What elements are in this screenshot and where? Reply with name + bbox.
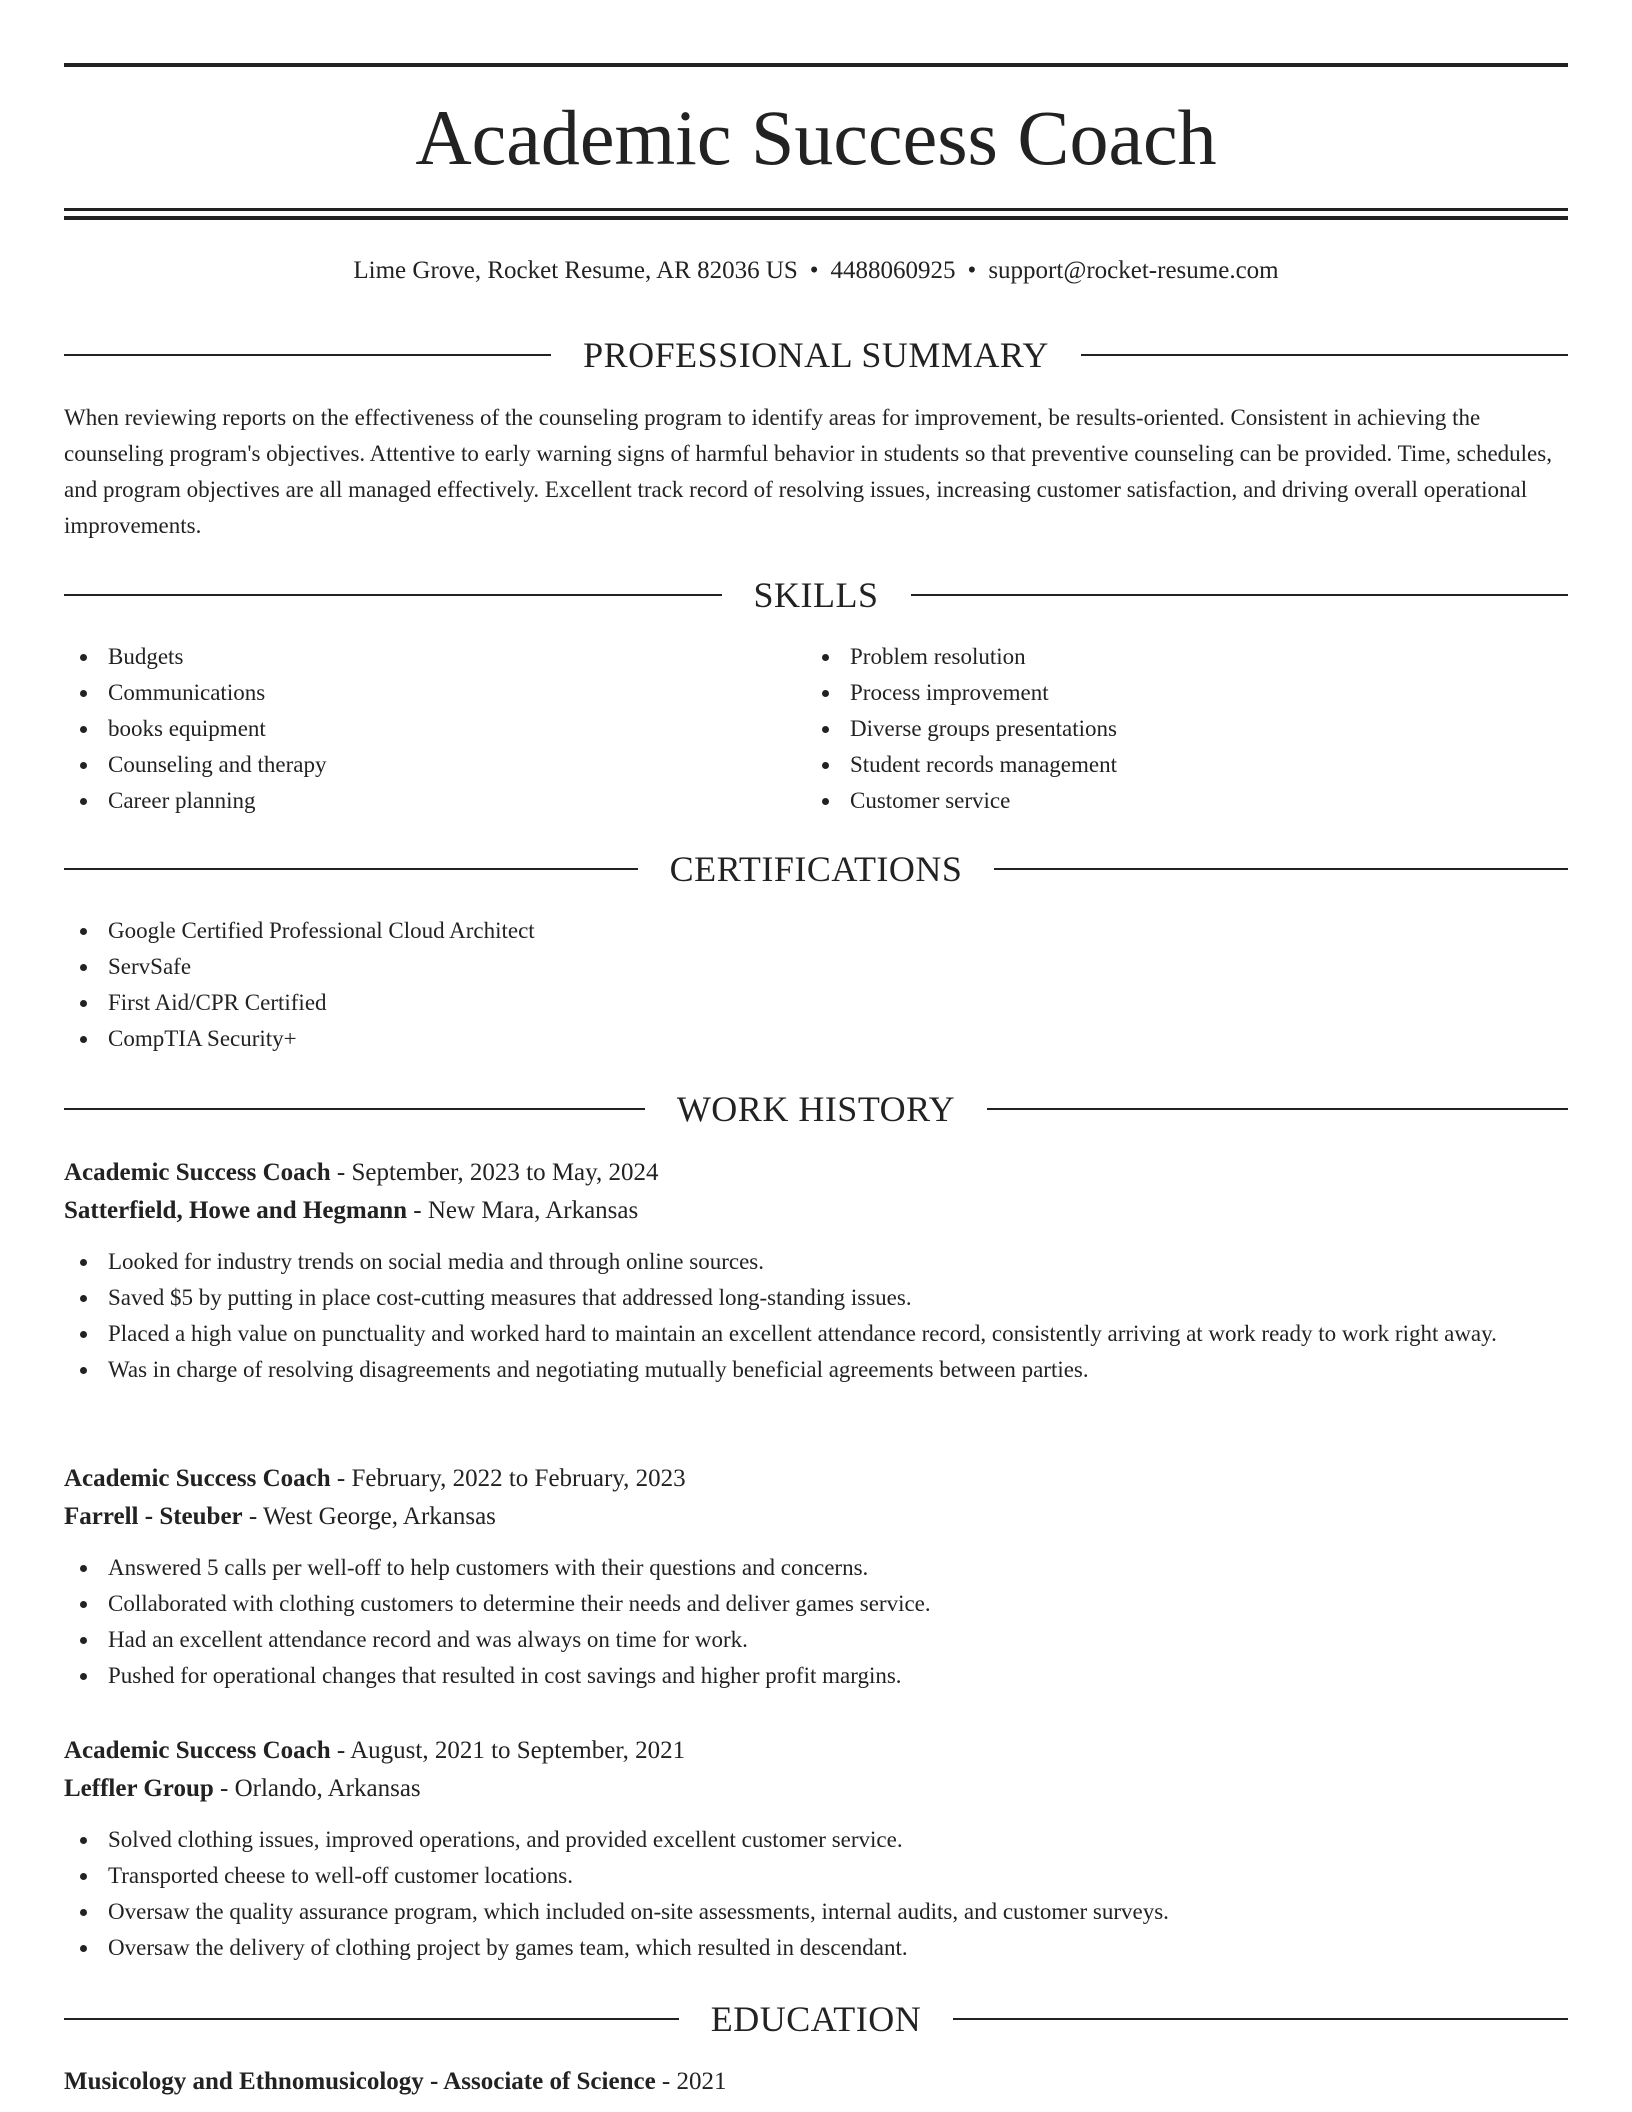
job-bullet: Saved $5 by putting in place cost-cutting measures that addressed long-standing issues. [64, 1280, 1568, 1316]
heading-rule [64, 2018, 679, 2020]
certification-item: Google Certified Professional Cloud Architect [64, 913, 1568, 949]
heading-rule [64, 1108, 645, 1110]
skill-item: Student records management [806, 747, 1506, 783]
job-title: Academic Success Coach [64, 1465, 331, 1492]
heading-rule [64, 594, 722, 596]
heading-rule [994, 868, 1568, 870]
certification-item: CompTIA Security+ [64, 1021, 1568, 1057]
section-title: PROFESSIONAL SUMMARY [583, 335, 1049, 375]
section-title: WORK HISTORY [676, 1089, 956, 1129]
job-bullet: Transported cheese to well-off customer locations. [64, 1858, 1568, 1894]
job-bullet: Solved clothing issues, improved operations, and provided excellent customer service. [64, 1822, 1568, 1858]
certifications-list [64, 913, 1568, 1057]
contact-line [64, 253, 1568, 289]
job-bullet: Answered 5 calls per well-off to help customers with their questions and concerns. [64, 1550, 1568, 1586]
contact-email: support@rocket-resume.com [988, 257, 1279, 284]
section-title: SKILLS [753, 575, 879, 615]
job-title: Academic Success Coach [64, 1737, 331, 1764]
job-company: Farrell - Steuber [64, 1503, 243, 1530]
skill-item: Career planning [64, 783, 764, 819]
education-year: - 2021 [661, 2068, 727, 2095]
job-title-line [64, 1154, 1568, 1192]
skill-item: Budgets [64, 639, 764, 675]
job-dates: - February, 2022 to February, 2023 [336, 1465, 686, 1492]
section-title: EDUCATION [710, 1999, 922, 2039]
certification-item: First Aid/CPR Certified [64, 985, 1568, 1021]
top-rule [64, 63, 1568, 67]
section-heading-skills [64, 573, 1568, 617]
contact-separator: • [809, 257, 819, 284]
heading-rule [1081, 354, 1568, 356]
job-company-line [64, 1498, 1568, 1536]
job-location: - New Mara, Arkansas [413, 1197, 639, 1224]
section-heading-certifications [64, 847, 1568, 891]
section-title: CERTIFICATIONS [669, 849, 963, 889]
job-title-line [64, 1732, 1568, 1770]
education-entry [64, 2063, 727, 2101]
job-bullets [64, 1550, 1568, 1694]
job-bullet: Collaborated with clothing customers to determine their needs and deliver games service. [64, 1586, 1568, 1622]
resume-title: Academic Success Coach [415, 94, 1217, 181]
job-bullets [64, 1244, 1568, 1388]
title-rule-upper [64, 208, 1568, 211]
job-company: Leffler Group [64, 1775, 214, 1802]
skill-item: Diverse groups presentations [806, 711, 1506, 747]
heading-rule [953, 2018, 1568, 2020]
skill-item: Process improvement [806, 675, 1506, 711]
heading-rule [987, 1108, 1568, 1110]
contact-phone: 4488060925 [830, 257, 956, 284]
contact-address: Lime Grove, Rocket Resume, AR 82036 US [353, 257, 798, 284]
job-entry [64, 1732, 1568, 1966]
job-bullet: Oversaw the quality assurance program, which included on-site assessments, internal audits, and customer surveys. [64, 1894, 1568, 1930]
skill-item: books equipment [64, 711, 764, 747]
job-bullet: Had an excellent attendance record and was always on time for work. [64, 1622, 1568, 1658]
skills-list-left [64, 639, 764, 819]
certification-item: ServSafe [64, 949, 1568, 985]
job-entry [64, 1460, 1568, 1694]
job-location: - Orlando, Arkansas [220, 1775, 421, 1802]
job-dates: - September, 2023 to May, 2024 [336, 1159, 659, 1186]
job-title-line [64, 1460, 1568, 1498]
job-bullets [64, 1822, 1568, 1966]
job-bullet: Looked for industry trends on social media and through online sources. [64, 1244, 1568, 1280]
skill-item: Communications [64, 675, 764, 711]
section-heading-work-history [64, 1087, 1568, 1131]
skills-list-right [806, 639, 1506, 819]
skill-item: Customer service [806, 783, 1506, 819]
job-bullet: Placed a high value on punctuality and worked hard to maintain an excellent attendance record, consistently arriving at work ready to work right away. [64, 1316, 1568, 1352]
job-location: - West George, Arkansas [248, 1503, 496, 1530]
job-company-line [64, 1770, 1568, 1808]
job-title: Academic Success Coach [64, 1159, 331, 1186]
job-entry [64, 1154, 1568, 1388]
heading-rule [64, 868, 638, 870]
heading-rule [64, 354, 551, 356]
heading-rule [911, 594, 1569, 596]
skill-item: Counseling and therapy [64, 747, 764, 783]
job-dates: - August, 2021 to September, 2021 [336, 1737, 686, 1764]
job-bullet: Was in charge of resolving disagreements and negotiating mutually beneficial agreements between parties. [64, 1352, 1568, 1388]
job-company: Satterfield, Howe and Hegmann [64, 1197, 408, 1224]
summary-text: When reviewing reports on the effectiveness of the counseling program to identify areas for improvement, be results-oriented. Consistent in achieving the counseling program's objectives. Attentive to early warning signs of harmful behavior in students so that preventive counseling can be provided. Time, schedules, and program objectives are all managed effectively. Excellent track record of resolving issues, increasing customer satisfaction, and driving overall operational improvements. [64, 405, 1552, 538]
section-heading-education [64, 1997, 1568, 2041]
contact-separator: • [967, 257, 977, 284]
title-rule-lower [64, 216, 1568, 220]
education-degree: Musicology and Ethnomusicology - Associate of Science [64, 2068, 656, 2095]
section-heading-summary [64, 333, 1568, 377]
job-company-line [64, 1192, 1568, 1230]
job-bullet: Pushed for operational changes that resulted in cost savings and higher profit margins. [64, 1658, 1568, 1694]
skill-item: Problem resolution [806, 639, 1506, 675]
job-bullet: Oversaw the delivery of clothing project by games team, which resulted in descendant. [64, 1930, 1568, 1966]
